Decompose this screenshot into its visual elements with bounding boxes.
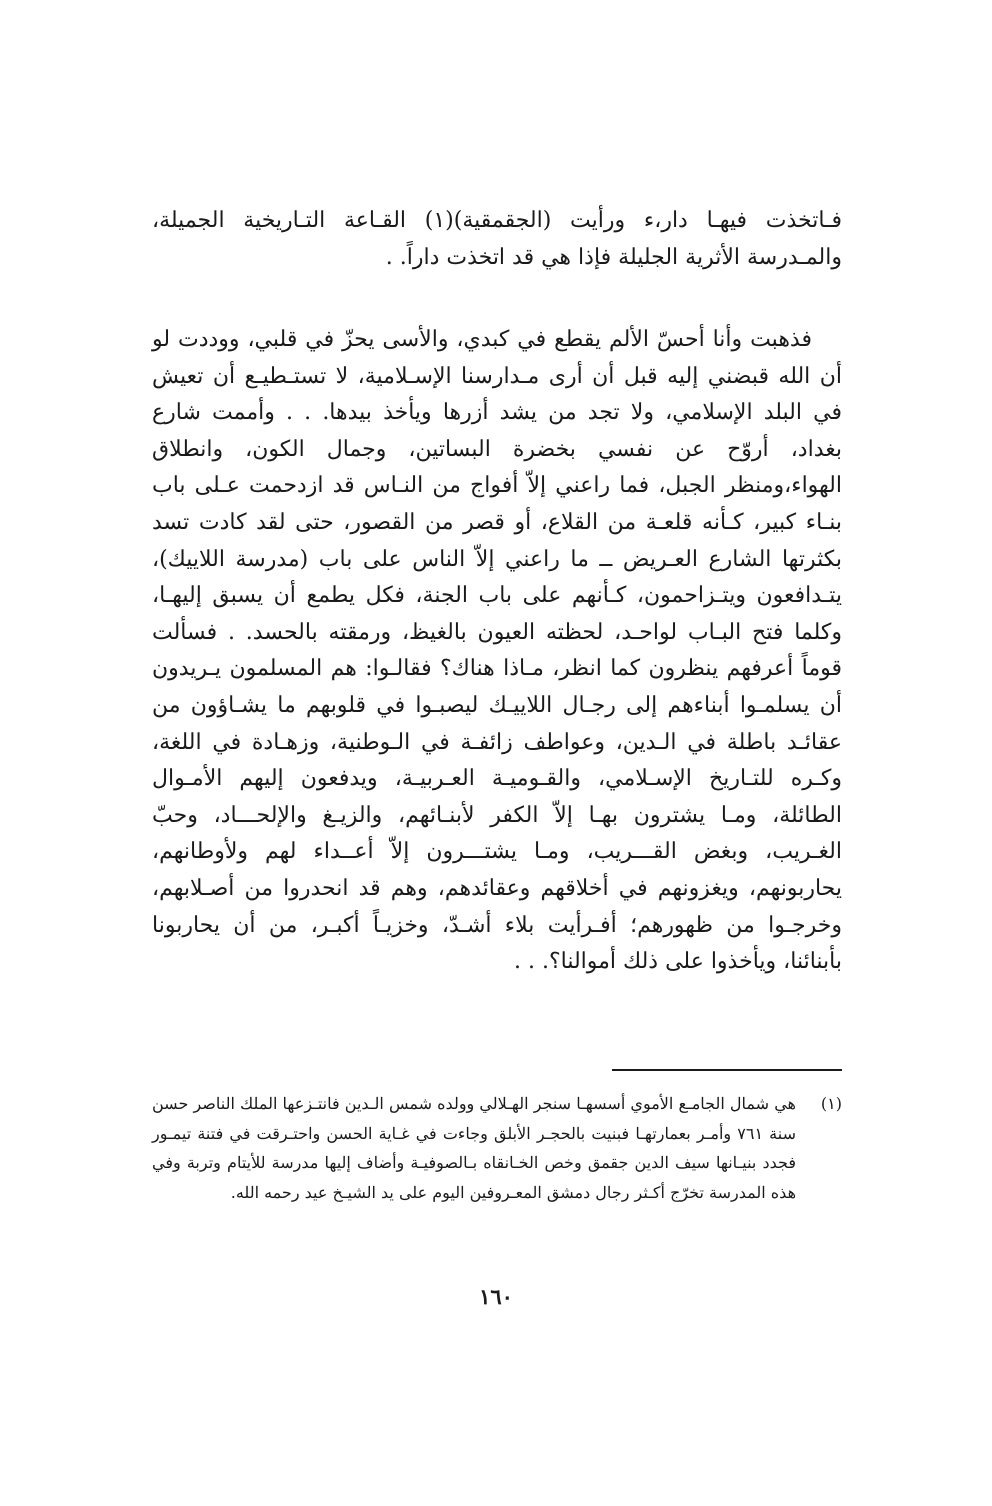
footnote-text: هي شمال الجامـع الأموي أسسهـا سنجر الهـلالي وولده شمس الـدين فانتـزعها الملك الناصر حسن سنة ٧٦١ وأمـر بعمارتهـا فبنيت بالحجـر الأبلق وجاءت في غـاية الحسن واحتـرقت في فتنة تيمـور فجدد بنيـانها سيف الدين جقمق وخص الخـانقاه بـالصوفيـة وأضاف إليها مدرسة للأيتام وتربة وفي هذه المدرسة تخرّج أكـثر رجال دمشق المعـروفين اليوم على يد الشيـخ عيد رحمه الله. [152,1094,796,1202]
footnote-marker: (١) [820,1094,842,1113]
paragraph-1-text: فـاتخذت فيهـا دار،ء ورأيت (الجقمقية)(١) القـاعة التـاريخية الجميلة، والمـدرسة الأثرية الجليلة فإذا هي قد اتخذت داراً. . [152,208,842,270]
page-number: ١٦٠ [479,1284,513,1309]
paragraph-2-text: فذهبت وأنا أحسّ الألم يقطع في كبدي، والأسى يحزّ في قلبي، ووددت لو أن الله قبضني إليه قبل أن أرى مـدارسنا الإسـلامية، لا تستـطيـع أن تعيش في البلد الإسلامي، ولا تجد من يشد أزرها ويأخذ بيدها. . . وأممت شارع بغداد، أروّح عن نفسي بخضرة البساتين، وجمال الكون، وانطلاق الهواء،ومنظر الجبل، فما راعني إلاّ أفواج من النـاس قد ازدحمت عـلى باب بنـاء كبير، كـأنه قلعـة من القلاع، أو قصر من القصور، حتى لقد كادت تسد بكثرتها الشارع العـريض ــ ما راعني إلاّ الناس على باب (مدرسة اللاييك)، يتـدافعون ويتـزاحمون، كـأنهم على باب الجنة، فكل يطمع أن يسبق إليهـا، وكلما فتح البـاب لواحـد، لحظته العيون بالغيظ، ورمقته بالحسد. . فسألت قوماً أعرفهم ينظرون كما انظر، مـاذا هناك؟ فقالـوا: هم المسلمون يـريدون أن يسلمـوا أبناءهم إلى رجـال اللاييـك ليصبـوا في قلوبهم ما يشـاؤون من عقائـد باطلة في الـدين، وعواطف زائفـة في الـوطنية، وزهـادة في اللغة، وكـره للتـاريخ الإسـلامي، والقـوميـة العـربيـة، ويدفعون إليهم الأمـوال الطائلة، ومـا يشترون بهـا إلاّ الكفر لأبنـائهم، والزيـغ والإلحـــاد، وحبّ الغـريب، وبغض القـــريب، ومـا يشتـــرون إلاّ أعــداء لهم ولأوطانهم، يحاربونهم، ويغزونهم في أخلاقهم وعقائدهم، وهم قد انحدروا من أصـلابهم، وخرجـوا من ظهورهم؛ أفـرأيت بلاء أشـدّ، وخزيـاً أكبـر، من أن يحاربونا بأبنائنا، ويأخذوا على ذلك أموالنا؟. . . [152,327,842,975]
footnote-divider [612,1069,842,1071]
paragraph-2 [152,322,842,981]
footnote [152,1089,842,1207]
paragraph-1 [152,203,842,276]
